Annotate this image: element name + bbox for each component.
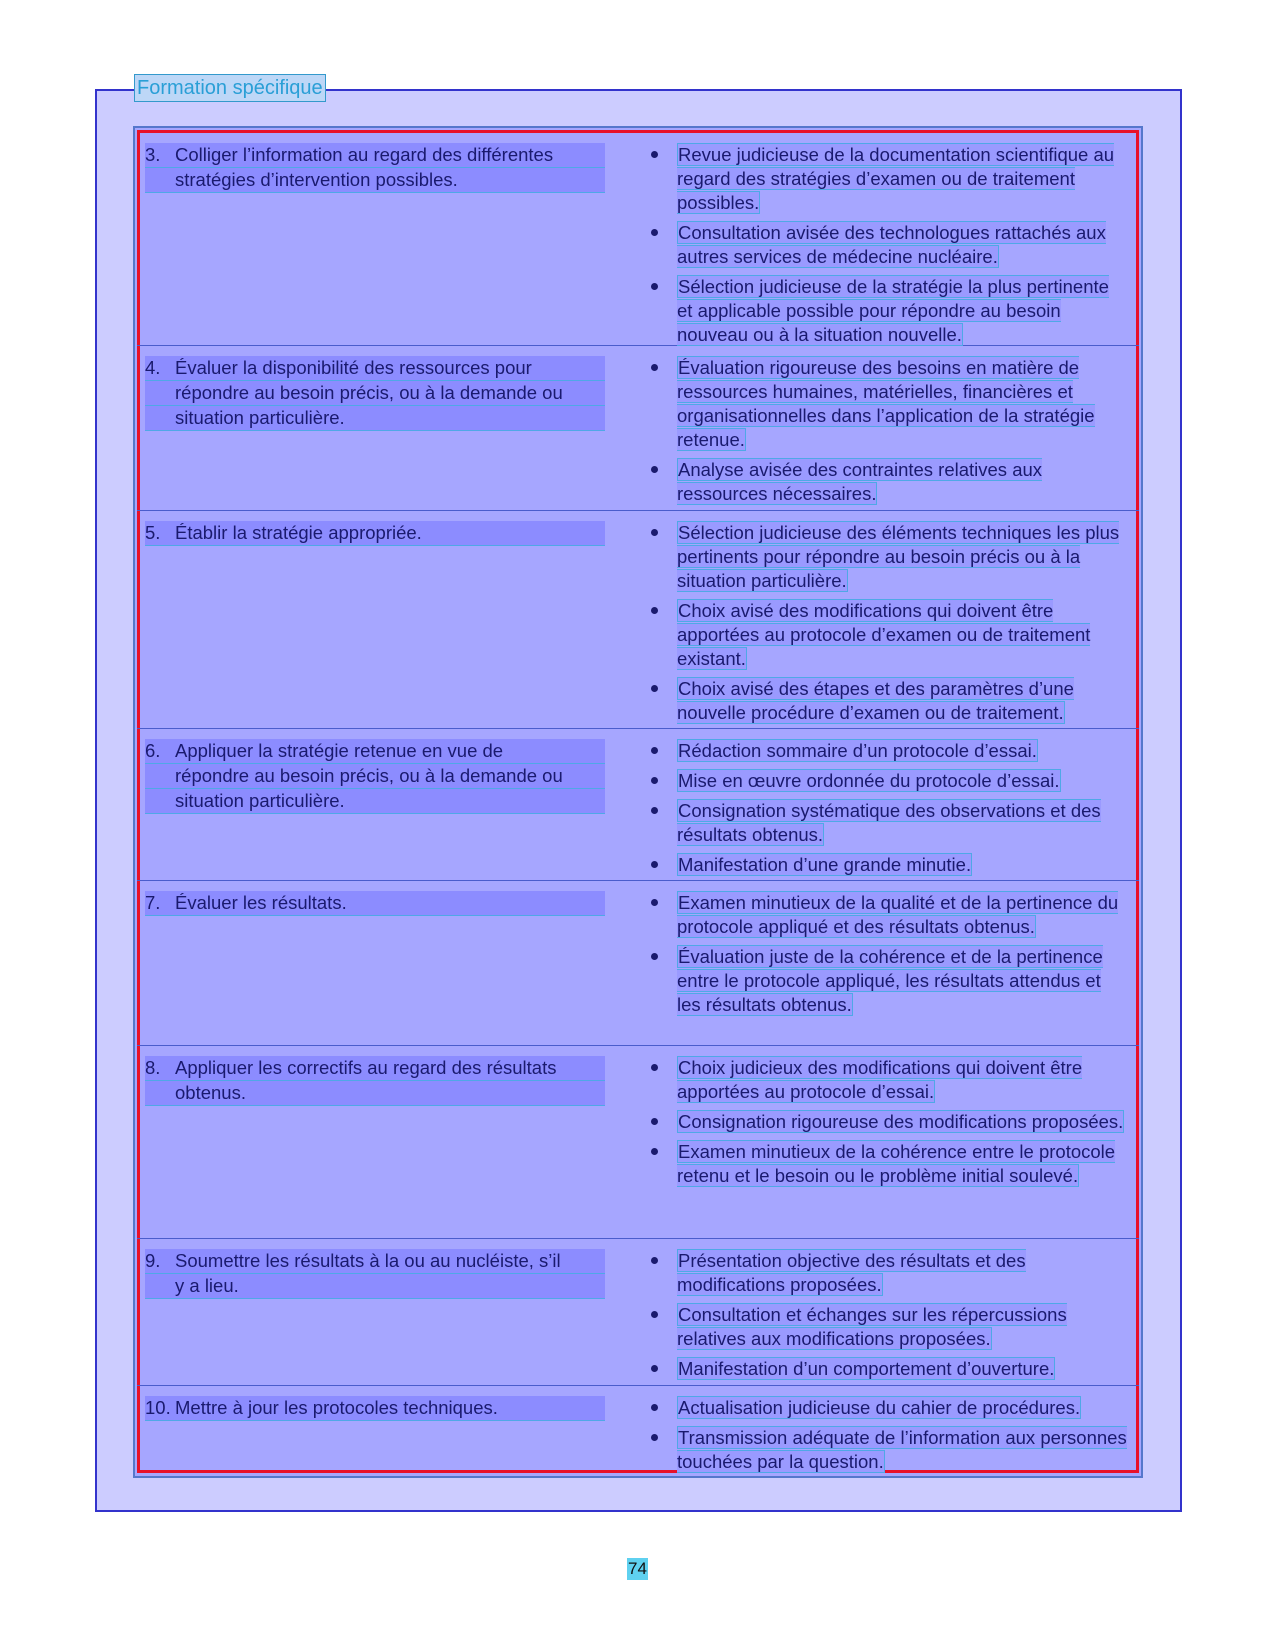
criterion-item — [647, 891, 1127, 939]
table-row — [137, 133, 1139, 346]
criterion-text: Actualisation judicieuse du cahier de procédures. — [678, 1397, 1081, 1418]
criterion-text: Consignation systématique des observations et des résultats obtenus. — [677, 800, 1101, 845]
task-line — [145, 1274, 605, 1299]
table-row — [137, 1046, 1139, 1239]
task-line — [145, 356, 605, 381]
task-cell — [145, 143, 605, 193]
task-text: Mettre à jour les protocoles techniques. — [175, 1397, 498, 1418]
task-number — [145, 789, 175, 813]
task-cell — [145, 1249, 605, 1299]
bullet-icon — [647, 143, 677, 215]
task-text: Établir la stratégie appropriée. — [175, 522, 422, 543]
criterion-item — [647, 356, 1127, 452]
task-number — [145, 168, 175, 192]
task-text: stratégies d’intervention possibles. — [175, 169, 458, 190]
criterion-item — [647, 1396, 1127, 1420]
criterion-item — [647, 1249, 1127, 1297]
criterion-item — [647, 521, 1127, 593]
task-line — [145, 1056, 605, 1081]
criterion-text: Sélection judicieuse de la stratégie la plus pertinente et applicable possible pour répondre au besoin nouveau ou à la situation nouvelle. — [677, 276, 1109, 345]
criterion-text: Transmission adéquate de l’information aux personnes touchées par la question. — [677, 1427, 1127, 1472]
criterion-item — [647, 143, 1127, 215]
task-text: Évaluer les résultats. — [175, 892, 347, 913]
criterion-item — [647, 1056, 1127, 1104]
bullet-icon — [647, 599, 677, 671]
page-number: 74 — [628, 1559, 647, 1578]
task-text: Soumettre les résultats à la ou au nucléiste, s’il — [175, 1250, 561, 1271]
criteria-cell — [647, 1396, 1127, 1480]
task-line — [145, 891, 605, 916]
bullet-icon — [647, 891, 677, 939]
criterion-item — [647, 677, 1127, 725]
task-number: 8. — [145, 1057, 161, 1078]
criterion-text: Examen minutieux de la cohérence entre le protocole retenu et le besoin ou le problème initial soulevé. — [677, 1141, 1116, 1186]
bullet-icon — [647, 521, 677, 593]
task-line — [145, 789, 605, 814]
criteria-cell — [647, 356, 1127, 512]
task-cell — [145, 739, 605, 814]
criterion-item — [647, 1426, 1127, 1474]
criteria-cell — [647, 143, 1127, 353]
bullet-icon — [647, 769, 677, 793]
task-number: 3. — [145, 144, 161, 165]
criterion-item — [647, 945, 1127, 1017]
criterion-text: Revue judicieuse de la documentation scientifique au regard des stratégies d’examen ou de traitement possibles. — [677, 144, 1115, 213]
criterion-item — [647, 1140, 1127, 1188]
table-row — [137, 346, 1139, 511]
task-text: y a lieu. — [175, 1275, 239, 1296]
criterion-text: Manifestation d’une grande minutie. — [678, 854, 972, 875]
criteria-cell — [647, 1249, 1127, 1387]
bullet-icon — [647, 739, 677, 763]
task-number: 6. — [145, 740, 161, 761]
criteria-cell — [647, 891, 1127, 1023]
criterion-text: Consultation et échanges sur les répercussions relatives aux modifications proposées. — [677, 1304, 1067, 1349]
task-text: répondre au besoin précis, ou à la demande ou — [175, 382, 563, 403]
bullet-icon — [647, 1396, 677, 1420]
task-cell — [145, 356, 605, 431]
criterion-item — [647, 275, 1127, 347]
task-number: 10. — [145, 1397, 171, 1418]
task-number — [145, 381, 175, 405]
task-line — [145, 143, 605, 168]
bullet-icon — [647, 1303, 677, 1351]
criterion-text: Évaluation rigoureuse des besoins en matière de ressources humaines, matérielles, financières et organisationnelles dans l’application de la stratégie retenue. — [677, 357, 1095, 450]
criterion-item — [647, 799, 1127, 847]
criterion-item — [647, 1110, 1127, 1134]
task-text: Appliquer la stratégie retenue en vue de — [175, 740, 504, 761]
criterion-text: Analyse avisée des contraintes relatives aux ressources nécessaires. — [677, 459, 1043, 504]
task-text: Évaluer la disponibilité des ressources pour — [175, 357, 532, 378]
bullet-icon — [647, 1249, 677, 1297]
bullet-icon — [647, 1110, 677, 1134]
criterion-text: Évaluation juste de la cohérence et de la pertinence entre le protocole appliqué, les résultats attendus et les résultats obtenus. — [677, 946, 1103, 1015]
criterion-text: Consignation rigoureuse des modifications proposées. — [678, 1111, 1124, 1132]
task-text: Colliger l’information au regard des différentes — [175, 144, 554, 165]
criterion-text: Mise en œuvre ordonnée du protocole d’essai. — [678, 770, 1060, 791]
task-number — [145, 1274, 175, 1298]
task-text: répondre au besoin précis, ou à la demande ou — [175, 765, 563, 786]
bullet-icon — [647, 799, 677, 847]
task-line — [145, 168, 605, 193]
task-line — [145, 1249, 605, 1274]
task-line — [145, 406, 605, 431]
criterion-item — [647, 599, 1127, 671]
task-line — [145, 1081, 605, 1106]
bullet-icon — [647, 1426, 677, 1474]
task-line — [145, 1396, 605, 1421]
criteria-cell — [647, 739, 1127, 883]
task-line — [145, 381, 605, 406]
task-number — [145, 764, 175, 788]
task-cell — [145, 521, 605, 546]
criterion-text: Consultation avisée des technologues rattachés aux autres services de médecine nucléaire. — [677, 222, 1106, 267]
task-text: situation particulière. — [175, 407, 345, 428]
bullet-icon — [647, 275, 677, 347]
task-number — [145, 406, 175, 430]
criterion-item — [647, 221, 1127, 269]
criterion-item — [647, 1357, 1127, 1381]
bullet-icon — [647, 945, 677, 1017]
criterion-text: Choix avisé des modifications qui doivent être apportées au protocole d’examen ou de traitement existant. — [677, 600, 1091, 669]
criterion-text: Choix avisé des étapes et des paramètres d’une nouvelle procédure d’examen ou de traitement. — [677, 678, 1074, 723]
task-text: situation particulière. — [175, 790, 345, 811]
criterion-item — [647, 853, 1127, 877]
criteria-cell — [647, 521, 1127, 731]
bullet-icon — [647, 677, 677, 725]
section-title: Formation spécifique — [134, 74, 326, 102]
criterion-item — [647, 739, 1127, 763]
table-row — [137, 1386, 1139, 1470]
criterion-item — [647, 1303, 1127, 1351]
task-cell — [145, 891, 605, 916]
bullet-icon — [647, 458, 677, 506]
table-row — [137, 1239, 1139, 1386]
criterion-text: Examen minutieux de la qualité et de la pertinence du protocole appliqué et des résultats obtenus. — [677, 892, 1119, 937]
criterion-text: Sélection judicieuse des éléments techniques les plus pertinents pour répondre au besoin précis ou à la situation particulière. — [677, 522, 1120, 591]
bullet-icon — [647, 1056, 677, 1104]
table-row — [137, 511, 1139, 729]
bullet-icon — [647, 1140, 677, 1188]
criterion-item — [647, 769, 1127, 793]
task-line — [145, 739, 605, 764]
table-row — [137, 881, 1139, 1046]
task-cell — [145, 1396, 605, 1421]
criterion-text: Choix judicieux des modifications qui doivent être apportées au protocole d’essai. — [677, 1057, 1083, 1102]
task-line — [145, 764, 605, 789]
criterion-text: Manifestation d’un comportement d’ouverture. — [678, 1358, 1055, 1379]
task-number: 4. — [145, 357, 161, 378]
task-cell — [145, 1056, 605, 1106]
criterion-text: Présentation objective des résultats et des modifications proposées. — [677, 1250, 1026, 1295]
task-text: Appliquer les correctifs au regard des résultats — [175, 1057, 557, 1078]
task-number: 7. — [145, 892, 161, 913]
criterion-text: Rédaction sommaire d’un protocole d’essai. — [678, 740, 1037, 761]
task-number: 9. — [145, 1250, 161, 1271]
bullet-icon — [647, 356, 677, 452]
bullet-icon — [647, 221, 677, 269]
bullet-icon — [647, 853, 677, 877]
task-line — [145, 521, 605, 546]
task-text: obtenus. — [175, 1082, 246, 1103]
criteria-cell — [647, 1056, 1127, 1194]
task-number — [145, 1081, 175, 1105]
criterion-item — [647, 458, 1127, 506]
task-number: 5. — [145, 522, 161, 543]
table-row — [137, 729, 1139, 881]
bullet-icon — [647, 1357, 677, 1381]
